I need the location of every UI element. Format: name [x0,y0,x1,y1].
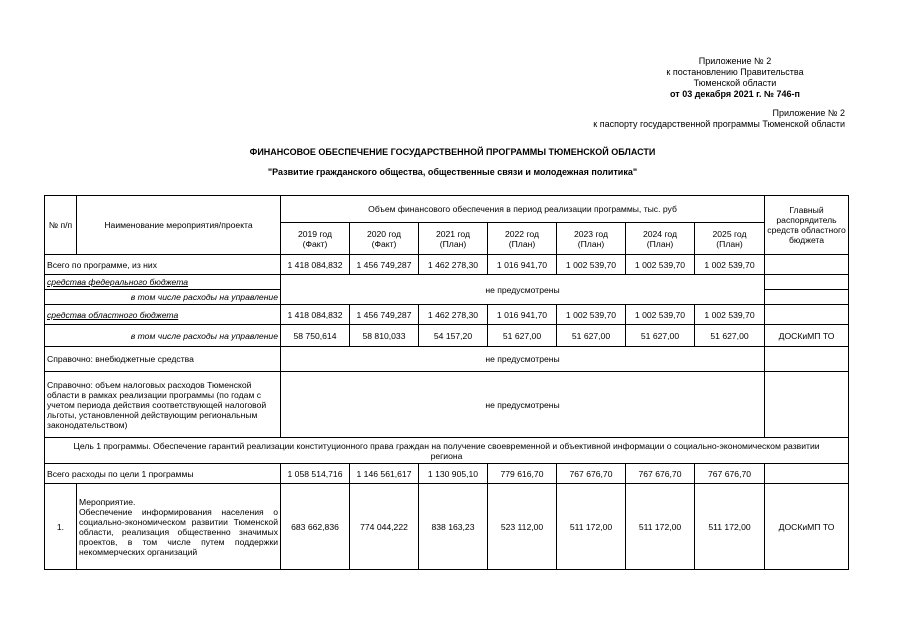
document-title: ФИНАНСОВОЕ ОБЕСПЕЧЕНИЕ ГОСУДАРСТВЕННОЙ ПРОГРАММЫ ТЮМЕНСКОЙ ОБЛАСТИ [249,147,656,157]
distributor-cell [765,347,849,372]
row-label: средства федерального бюджета [45,275,281,290]
year-header: 2020 год (Факт) [350,223,419,255]
year-header: 2021 год (План) [419,223,488,255]
value-cell: 1 058 514,716 [281,464,350,484]
value-cell: 51 627,00 [695,325,765,347]
value-cell: 54 157,20 [419,325,488,347]
value-cell: 767 676,70 [626,464,695,484]
value-cell: 1 462 278,30 [419,305,488,325]
appendix-to-resolution [620,56,850,100]
value-cell: 774 044,222 [350,484,419,570]
row-label: Всего по программе, из них [45,255,281,275]
value-cell: 1 016 941,70 [488,255,557,275]
value-cell: 523 112,00 [488,484,557,570]
activity-description: Обеспечение информирования населения о социально-экономическом развитии Тюменской области, реализация общественно значимых проектов, в том числе путем поддержки некоммерческих организаций [79,506,278,557]
value-cell: 1 002 539,70 [557,255,626,275]
appendix-number: Приложение № 2 [698,56,772,66]
value-cell: 1 016 941,70 [488,305,557,325]
table-row [45,255,849,275]
distributor-cell [765,372,849,438]
value-cell: 58 810,033 [350,325,419,347]
value-cell: 511 172,00 [695,484,765,570]
year-header: 2025 год (План) [695,223,765,255]
table-row [45,372,849,438]
distributor-cell: ДОСКиМП ТО [765,484,849,570]
tax-expenditure-label: Справочно: объем налоговых расходов Тюменской области в рамках реализации программы (по годам с учетом периода действия соответствующей налоговой льготы, установленной действующим региональным законодательством) [47,379,267,430]
distributor-cell [765,464,849,484]
row-label: в том числе расходы на управление [45,325,281,347]
table-row [45,275,849,290]
row-label: Всего расходы по цели 1 программы [45,464,281,484]
value-cell: 1 418 084,832 [281,305,350,325]
value-cell: 1 146 561,617 [350,464,419,484]
value-cell: 1 418 084,832 [281,255,350,275]
value-cell: 1 002 539,70 [695,305,765,325]
row-number: 1. [45,484,77,570]
goal-1-heading: Цель 1 программы. Обеспечение гарантий реализации конституционного права граждан на получение своевременной и объективной информации о социально-экономическом развитии региона [45,438,849,464]
value-cell: 51 627,00 [557,325,626,347]
year-header: 2024 год (План) [626,223,695,255]
not-provided-cell: не предусмотрены [281,275,765,305]
value-cell: 1 002 539,70 [695,255,765,275]
value-cell: 1 456 749,287 [350,255,419,275]
col-name-header: Наименование мероприятия/проекта [77,196,281,255]
value-cell: 1 456 749,287 [350,305,419,325]
appendix-resolution: к постановлению Правительства [666,67,804,77]
distributor-cell [765,305,849,325]
value-cell: 51 627,00 [488,325,557,347]
appendix-date: от 03 декабря 2021 г. № 746-п [670,89,800,99]
row-label: в том числе расходы на управление [45,290,281,305]
table-row [45,347,849,372]
row-label [77,484,281,570]
table-row [45,305,849,325]
table-row [45,484,849,570]
distributor-cell [765,290,849,305]
value-cell: 511 172,00 [626,484,695,570]
col-volume-header: Объем финансового обеспечения в период реализации программы, тыс. руб [281,196,765,223]
value-cell: 511 172,00 [557,484,626,570]
year-header: 2022 год (План) [488,223,557,255]
value-cell: 51 627,00 [626,325,695,347]
value-cell: 1 130 905,10 [419,464,488,484]
distributor-cell [765,255,849,275]
value-cell: 1 462 278,30 [419,255,488,275]
row-label: Справочно: внебюджетные средства [45,347,281,372]
col-distributor-header: Главный распорядитель средств областного бюджета [765,196,849,255]
appendix-region: Тюменской области [693,78,777,88]
value-cell: 779 616,70 [488,464,557,484]
passport-appendix-number: Приложение № 2 [772,108,845,118]
distributor-cell: ДОСКиМП ТО [765,325,849,347]
distributor-cell [765,275,849,290]
col-number-header: № п/п [45,196,77,255]
table-row [45,464,849,484]
table-row [45,438,849,464]
not-provided-cell: не предусмотрены [281,372,765,438]
value-cell: 1 002 539,70 [626,255,695,275]
row-label: средства областного бюджета [45,305,281,325]
row-label [45,372,281,438]
value-cell: 1 002 539,70 [557,305,626,325]
appendix-to-passport [505,108,845,130]
activity-type: Мероприятие. [79,496,136,507]
value-cell: 1 002 539,70 [626,305,695,325]
value-cell: 683 662,836 [281,484,350,570]
document-subtitle: "Развитие гражданского общества, общественные связи и молодежная политика" [267,167,638,177]
value-cell: 58 750,614 [281,325,350,347]
not-provided-cell: не предусмотрены [281,347,765,372]
value-cell: 838 163,23 [419,484,488,570]
financing-table [44,195,849,570]
value-cell: 767 676,70 [695,464,765,484]
year-header: 2019 год (Факт) [281,223,350,255]
passport-appendix-text: к паспорту государственной программы Тюменской области [593,119,845,129]
value-cell: 767 676,70 [557,464,626,484]
year-header: 2023 год (План) [557,223,626,255]
table-row [45,325,849,347]
